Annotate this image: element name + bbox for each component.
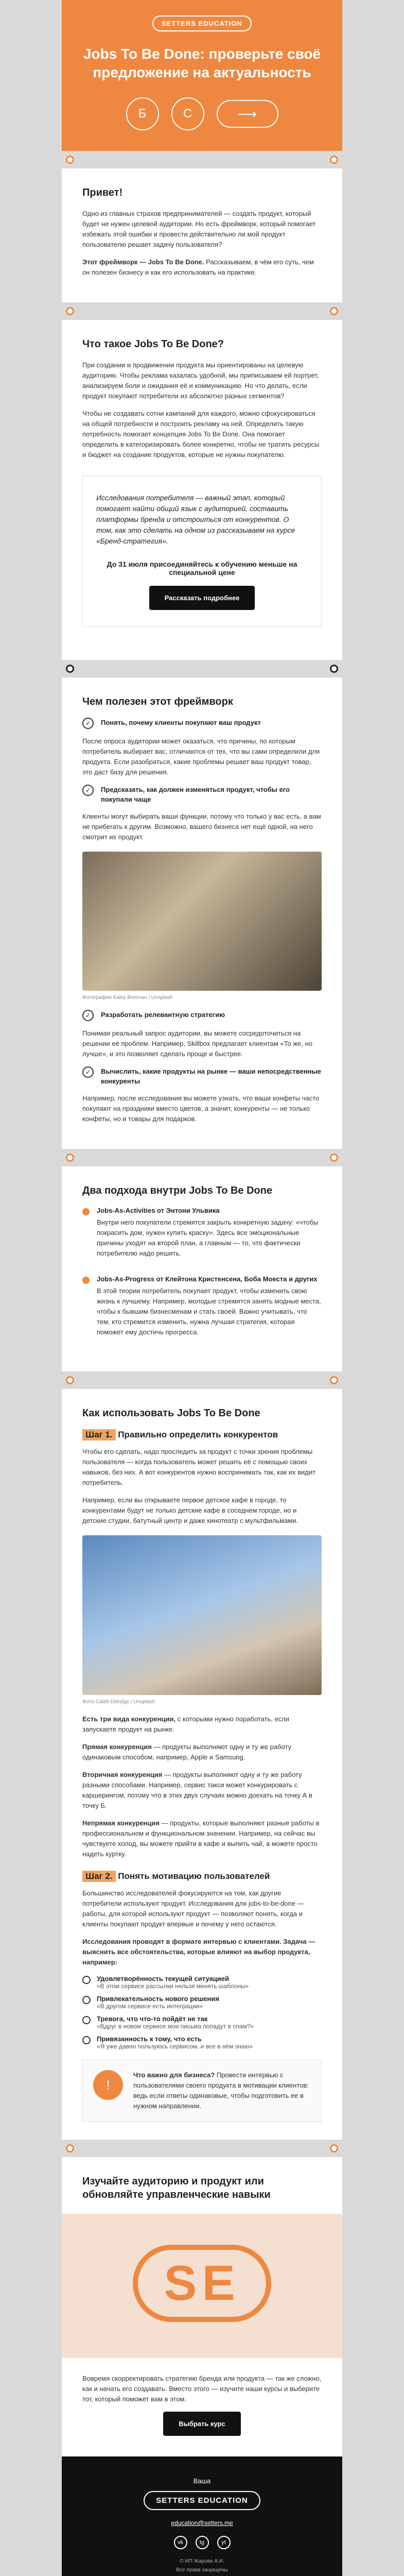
- vk-icon[interactable]: vk: [174, 2536, 187, 2549]
- section-title: Два подхода внутри Jobs To Be Done: [82, 1185, 273, 1196]
- choose-course-button[interactable]: Выбрать курс: [163, 2412, 240, 2436]
- social-links: [82, 2536, 322, 2549]
- divider: [62, 660, 342, 677]
- benefit-item: ✓ Понять, почему клиенты покупают ваш продукт: [82, 718, 322, 729]
- footer-label: Ваша: [193, 2477, 211, 2485]
- check-icon: ✓: [82, 1010, 94, 1021]
- paragraph: При создании и продвижении продукта мы ориентированы на целевую аудиторию. Чтобы реклама казалась удобной, мы приписываем ей портрет, анализируем боли и ожидания её и коммуникацию. Но что делать, если продукт покупают потребители из абсолютно разных сегментов?: [82, 361, 319, 400]
- intro-paragraph: Одно из главных страхов предпринимателей — создать продукт, который будет не нужен целевой аудитории. Но есть фреймворк, который помогает избежать этой ошибки и провести действительно ли мой продукт пользователю решает задачу пользователя?: [82, 210, 316, 248]
- hero-title: Jobs To Be Done: проверьте своё предложение на актуальность: [83, 46, 321, 80]
- brand-logo[interactable]: SETTERS EDUCATION: [152, 15, 252, 31]
- footer-promo-title: Изучайте аудиторию и продукт или обновляйте управленческие навыки: [82, 2176, 271, 2200]
- divider: [62, 2140, 342, 2157]
- section-title: Чем полезен этот фреймворк: [82, 696, 233, 707]
- email-footer: [62, 2456, 342, 2576]
- divider: [62, 1149, 342, 1166]
- check-icon: ✓: [82, 718, 94, 729]
- course-promo-box: [82, 476, 322, 627]
- question-item: Привязанность к тому, что есть «Я уже давно пользуюсь сервисом, и все в нём знаю»: [82, 2035, 322, 2050]
- youtube-icon[interactable]: yt: [217, 2536, 231, 2549]
- step-heading: Шаг 2. Понять мотивацию пользователей: [82, 1871, 322, 1882]
- question-item: Удовлетворённость текущей ситуацией «В этом сервисе рассылки нельзя менять шаблоны»: [82, 1975, 322, 1990]
- benefits-card: [62, 677, 342, 1149]
- competitor-text: Непрямая конкуренция — продукты, которые выполняют разные работы в профессиональном и функциональном значении. Например, на сейчас вы чувствуете холод, вы можете прийти в кафе и выпить чай, а можете просто надеть куртку.: [82, 1819, 320, 1858]
- benefit-text: Например, после исследования вы можете узнать, что ваши конфеты часто покупают на праздники вместо цветов, а значит, конкуренты — не только конфеты, но и товары для подарков.: [82, 1094, 320, 1123]
- email-column: [62, 0, 342, 2576]
- benefit-text: После опроса аудитории может оказаться, что причины, по которым потребитель выбирает вас, отличаются от тех, что вы сами определили для продукта. Если разобраться, какие проблемы решает ваш продукт товар, это даст базу для решения.: [82, 737, 320, 776]
- image-caption: Фотография Kaley Brennan / Unsplash: [82, 995, 173, 1001]
- business-note: ! Что важно для бизнеса? Провести интервью с пользователями своего продукта в мотивации клиентов: ведь если ответы одинаковые, чтобы подготовить ее в нужном направлении.: [82, 2059, 322, 2122]
- theories-card: [62, 1166, 342, 1371]
- shape-circle-b: Б: [126, 97, 159, 130]
- se-logo: SE: [133, 2245, 271, 2322]
- hero-banner: [62, 0, 342, 151]
- competitor-text: Прямая конкуренция — продукты выполняют одну и ту же работу одинаковым способом, например, Apple и Samsung.: [82, 1743, 292, 1761]
- divider: [62, 1371, 342, 1389]
- promo-title: До 31 июля присоединяйтесь к обучению меньше на специальной цене: [107, 560, 297, 577]
- lightbulb-icon: !: [93, 2070, 123, 2100]
- theory-item: Jobs-As-Progress от Клейтона Кристенсена, Боба Моеста и других В этой теории потребитель покупает продукт, чтобы изменить свою жизнь к лучшему. Например, молодые стремятся занять модные места, чтобы к бывшим бизнесменам и стать своей. Важно учитывать, что тем, кто стремится изменить, нужна лучшая стратегия, которая поможет ему достичь прогресса.: [82, 1275, 322, 1345]
- check-icon: ✓: [82, 785, 94, 796]
- promo-quote: Исследования потребителя — важный этап, который помогает найти общий язык с аудиторией, составить платформы бренда и отстроиться от конкурентов. О том, как это сделать на одном из рассказываем на курсе «Бренд-стратегия».: [96, 494, 295, 545]
- question-item: Тревога, что что-то пойдёт не так «Вдруг в новом сервисе мои письма попадут в спам?»: [82, 2015, 322, 2030]
- benefit-item: ✓ Предсказать, как должен изменяться продукт, чтобы его покупали чаще: [82, 785, 322, 804]
- theory-item: Jobs-As-Activities от Энтони Ульвика Внутри него покупатели стремятся закрыть конкретную задачу: «чтобы покрасить дом, нужен купить краску». Здесь все эмоциональные причины уходят на второй план, а главным — то, что фактически потребителю надо решить.: [82, 1207, 322, 1266]
- greeting: Привет!: [82, 187, 123, 198]
- learn-more-button[interactable]: Рассказать подробнее: [149, 586, 255, 610]
- benefit-text: Клиенты могут выбирать ваши функции, потому что только у вас есть, а вам не прибегать к другим. Возможно, вашего бизнеса нет ещё одной, на него смотрит их продукт.: [82, 812, 321, 841]
- footer-brand[interactable]: SETTERS EDUCATION: [144, 2491, 260, 2510]
- bullet-icon: [82, 1208, 90, 1215]
- intro-card: [62, 168, 342, 302]
- bullet-icon: [82, 1277, 90, 1284]
- shape-circle-c: С: [171, 97, 204, 130]
- competitor-text: Есть три вида конкуренции, с которыми нужно поработать, если запускаете продукт на рынке.: [82, 1715, 290, 1733]
- intro-summary: Этот фреймворк — Jobs To Be Done. Рассказываем, в чём его суть, чем он полезен бизнесу и как его использовать на практике.: [82, 258, 314, 276]
- rights-text[interactable]: Все права защищены: [176, 2567, 228, 2573]
- section-title: Как использовать Jobs To Be Done: [82, 1408, 260, 1419]
- section-title: Что такое Jobs To Be Done?: [82, 338, 224, 350]
- hero-shapes: [82, 97, 322, 130]
- footer-promo-text: Вовремя скорректировать стратегию бренда или продукта — так же сложно, как и начать его создавать. Вместо этого — изучите наши курсы и выберите тот, который поможет вам в этом.: [82, 2375, 322, 2403]
- divider: [62, 302, 342, 320]
- competitor-text: Вторичная конкуренция — продукты выполняют одну и ту же работу разными способами. Например, сервис такси может конкурировать с каршерингом, потому что в этих двух случаях можно доехать на точку А в точку Б.: [82, 1771, 312, 1809]
- step-heading: Шаг 1. Правильно определить конкурентов: [82, 1429, 322, 1440]
- arrow-icon: ⟶: [217, 100, 278, 128]
- logo-banner: [62, 2214, 342, 2358]
- howto-card: Как использовать Jobs To Be Done Шаг 1. Правильно определить конкурентов Чтобы его сделать, надо проследить за продукт с точки зрения проблемы пользователя — когда пользователь может решить её с помощью своих навыков, без них. А вот конкурентов нужно воспринимать так, как их видит потребитель. Например, если вы открываете первое детское кафе в городе, то конкурентами будут не только детские кафе в соседнем городе, но и детские студии, батутный центр и даже кинотеатр с мультфильмами. Фото Caleb Eldridge / Unsplash Есть три вида конкуренции, с которыми нужно поработать, если запускаете продукт на рынке. Прямая конкуренция — продукты выполняют одну и ту же работу одинаковым способом, например, Apple и Samsung. Вторичная конкуренция — продукты выполняют одну и ту же работу разными способами. Например, сервис такси может конкурировать с каршерингом, потому что в этих двух случаях можно доехать на точку А в точку Б. Непрямая конкуренция — продукты, которые выполняют разные работы в профессиональном и функциональном значении. Например, на сейчас вы чувствуете холод, вы можете прийти в кафе и выпить чай, а можете просто надеть куртку. Шаг 2. Понять мотивацию пользователей Большинство исследователей фокусируются на том, как другие потребители используют продукт. Исследования для jobs-to-be-done — работы, для которой используют продукт — позволяют понять, когда и клиенты покупают продукт впервые и почему у него остаются. Исследования проводят в формате интервью с клиентами. Задача — выяснить все обстоятельства, которые влияют на выбор продукта, например: Удовлетворённость текущей ситуацией «В этом сервисе рассылки нельзя менять шаблоны» Привлекательность нового решения «В другом сервисе есть интеграции» Тревога, что что-то пойдёт не так «Вдруг в новом сервисе мои письма попадут в спам?» Привязанность к тому, что есть «Я уже давно пользуюсь сервисом, и все в нём знаю» ! Что важно для бизнеса? Провести интервью с пользователями своего продукта в мотивации клиентов: ведь если ответы одинаковые, чтобы подготовить ее в нужном направлении.: [62, 1389, 342, 2140]
- divider: [62, 151, 342, 168]
- check-icon: ✓: [82, 1066, 94, 1078]
- benefit-item: ✓ Вычислить, какие продукты на рынке — ваши непосредственные конкуренты: [82, 1066, 322, 1086]
- benefit-item: ✓ Разработать релевантную стратегию: [82, 1010, 322, 1021]
- benefit-text: Понимая реальный запрос аудитории, вы можете сосредоточиться на решении её проблем. Например, Skillbox предлагает клиентам «То же, но лучше», и это позволяет сделать проще и быстрее.: [82, 1029, 312, 1058]
- copyright: © ИП Жарова А.И.: [180, 2558, 224, 2564]
- cat-sunglasses-image: [82, 1535, 322, 1695]
- question-item: Привлекательность нового решения «В другом сервисе есть интеграции»: [82, 1995, 322, 2010]
- image-caption: Фото Caleb Eldridge / Unsplash: [82, 1699, 155, 1705]
- email-link[interactable]: education@setters.me: [171, 2519, 233, 2527]
- telegram-icon[interactable]: tg: [196, 2536, 209, 2549]
- promo: [96, 560, 308, 610]
- what-is-card: [62, 320, 342, 660]
- paragraph: Чтобы не создавать сотни кампаний для каждого, можно сфокусироваться на общей потребности и построить рекламу на ней. Определить такую потребность помогает концепция Jobs To Be Done. Она помогает определить в категоризировать более конкретно, чтобы не тратить ресурсы и бюджет на создание продуктов, которые не нужны покупателю.: [82, 410, 320, 459]
- footer-promo-card: [62, 2157, 342, 2456]
- cat-laptop-image: [82, 852, 322, 991]
